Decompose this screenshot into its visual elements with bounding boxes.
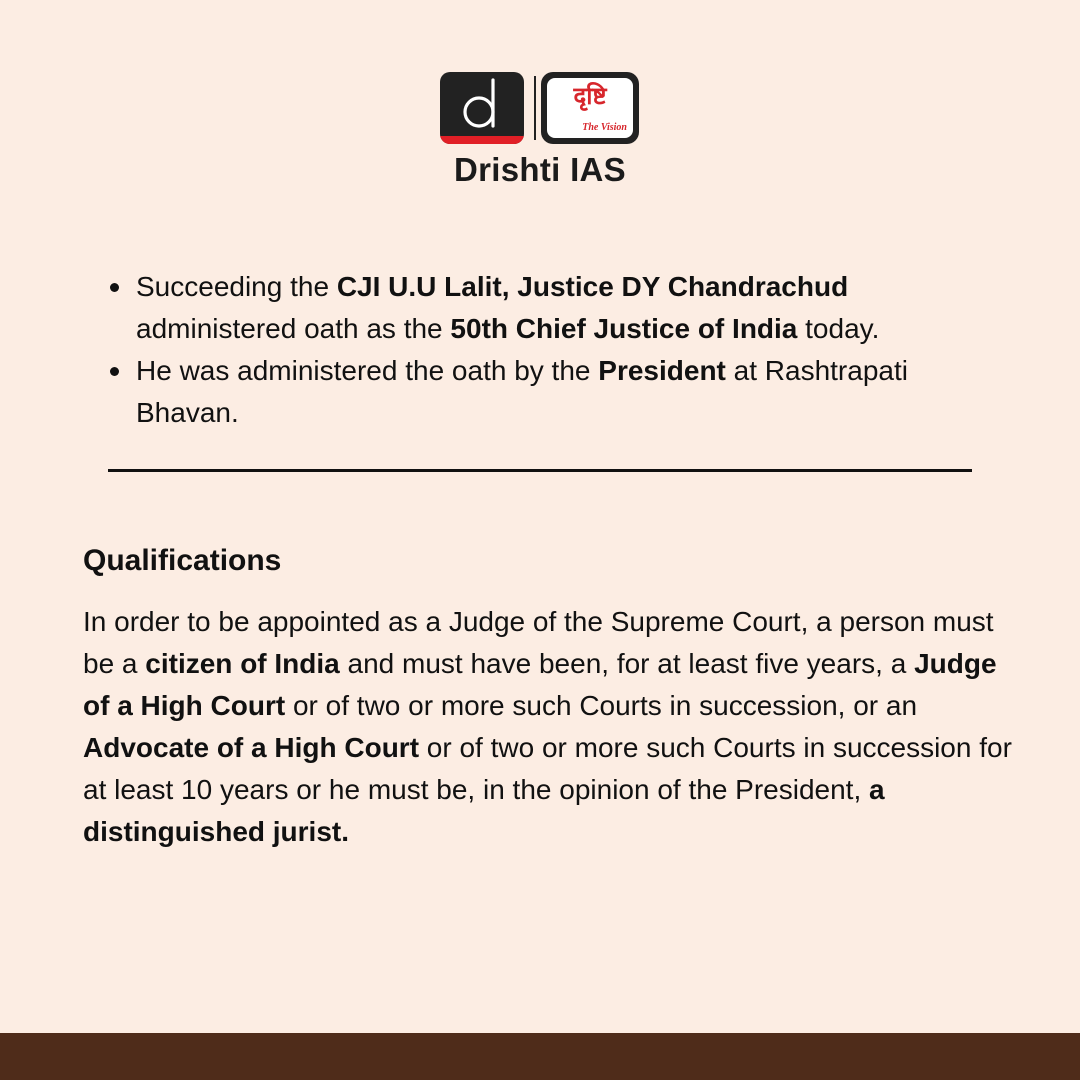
- section-heading: Qualifications: [83, 544, 282, 577]
- paragraph-text: or of two or more such Courts in succession for at least 10 years or he must be, in the opinion of the President,: [83, 732, 1012, 805]
- drishti-logo: [440, 72, 640, 192]
- bullet-text: at Rashtrapati Bhavan.: [136, 355, 908, 428]
- qualifications-paragraph: [83, 601, 1013, 853]
- bullet-dot: [110, 283, 119, 292]
- paragraph-bold-text: a distinguished jurist.: [83, 774, 885, 847]
- logo-vision-icon: [541, 72, 639, 144]
- logo-hindi-text: दृष्टि: [573, 81, 607, 110]
- letter-d-icon: [460, 76, 504, 132]
- logo-red-bar: [440, 136, 524, 144]
- bullet-bold-text: President: [598, 355, 726, 386]
- bullet-bold-text: CJI U.U Lalit, Justice DY Chandrachud: [336, 271, 849, 302]
- logo-separator: [534, 76, 536, 140]
- bullet-item: [108, 350, 1008, 434]
- bullet-text: today.: [797, 313, 880, 344]
- bullet-text: He was administered the oath by the: [136, 355, 599, 386]
- paragraph-text: In order to be appointed as a Judge of the Supreme Court, a person must be a: [83, 606, 994, 679]
- bullet-text: Succeeding the: [136, 271, 337, 302]
- footer-bar: [0, 1033, 1080, 1080]
- bullet-bold-text: 50th Chief Justice of India: [450, 313, 798, 344]
- paragraph-bold-text: citizen of India: [145, 648, 340, 679]
- section-divider: [108, 469, 972, 472]
- news-bullets: [108, 266, 1008, 434]
- brand-name: Drishti IAS: [454, 151, 626, 188]
- paragraph-bold-text: Judge of a High Court: [83, 648, 997, 721]
- logo-d-icon: [440, 72, 524, 144]
- bullet-dot: [110, 367, 119, 376]
- logo-tagline: The Vision: [582, 122, 627, 133]
- paragraph-text: and must have been, for at least five years, a: [339, 648, 915, 679]
- paragraph-text: or of two or more such Courts in succession, or an: [285, 690, 918, 721]
- bullet-item: [108, 266, 1008, 350]
- bullet-text: administered oath as the: [136, 313, 451, 344]
- paragraph-bold-text: Advocate of a High Court: [83, 732, 420, 763]
